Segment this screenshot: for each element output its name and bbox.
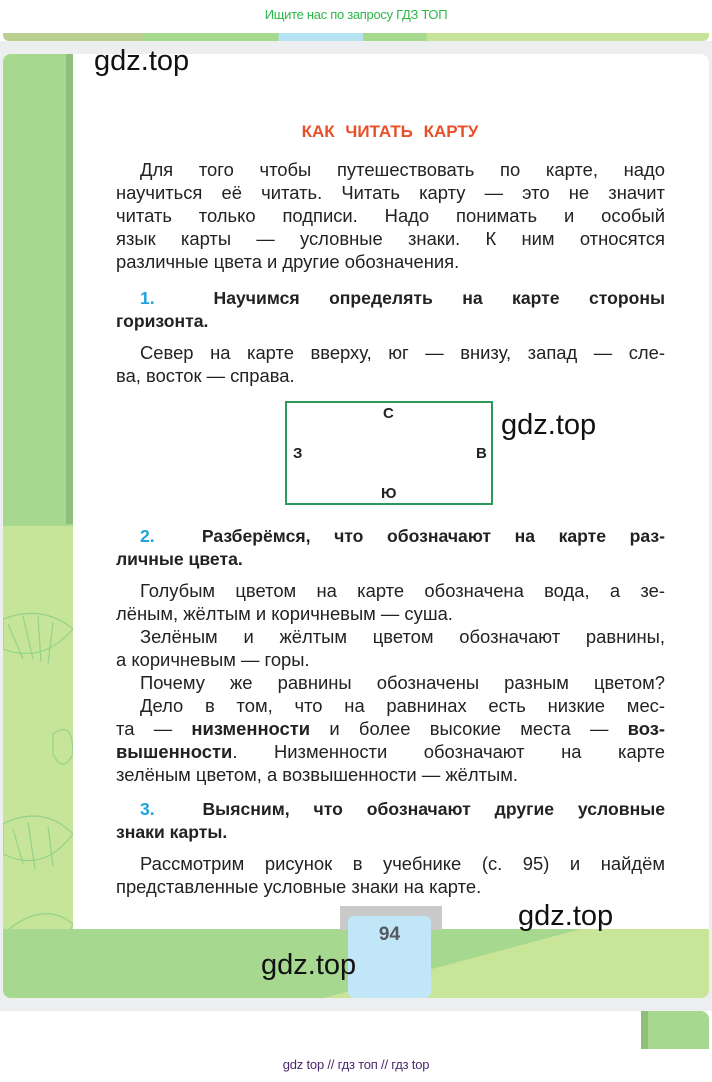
compass-east: В [476,445,487,462]
page-number-tab [348,916,431,998]
page-title: КАК ЧИТАТЬ КАРТУ [301,122,479,141]
term-uplands-start: воз- [627,718,665,739]
text-span: . Низменности обозначают на карте [232,741,665,762]
text-line: язык карты — условные знаки. К ним относятся [116,228,665,249]
text-line: зелёным цветом, а возвышенности — жёлтым. [116,764,518,785]
text-line: Для того чтобы путешествовать по карте, надо [140,159,665,180]
text-line: Север на карте вверху, юг — внизу, запад — сле- [140,342,665,363]
watermark: gdz.top [501,409,597,441]
leaf-pattern-icon [3,554,73,994]
previous-page-edge [3,33,709,41]
top-banner [0,0,712,33]
heading-text: Выясним, что обозначают другие условные [202,799,666,819]
compass-south: Ю [381,485,397,502]
watermark: gdz.top [261,949,357,981]
section-3-heading [116,798,665,844]
section-number: 3. [140,799,155,819]
text-line: Почему же равнины обозначены разным цветом? [140,672,665,693]
text-line [116,525,665,548]
text-line [116,798,665,821]
page-number: 94 [378,924,401,945]
text-line: Рассмотрим рисунок в учебнике (с. 95) и найдём [140,853,665,874]
next-page-edge [3,1011,709,1051]
text-line: горизонта. [116,311,209,331]
text-line: Зелёным и жёлтым цветом обозначают равнины, [140,626,665,647]
text-line: личные цвета. [116,549,243,569]
text-span: та — [116,718,192,739]
section-2-heading [116,525,665,571]
text-span: и более высокие места — [310,718,628,739]
text-line: научиться её читать. Читать карту — это не значит [116,182,665,203]
watermark: gdz.top [94,45,190,77]
text-line: читать только подписи. Надо понимать и особый [116,205,665,226]
section-2-body [116,579,665,786]
term-lowlands: низменности [191,718,311,739]
text-line: лёным, жёлтым и коричневым — суша. [116,603,453,624]
section-number: 2. [140,526,155,546]
section-1-body [116,341,665,387]
heading-text: Научимся определять на карте стороны [213,288,666,308]
text-line [116,287,665,310]
footer [0,1049,712,1082]
text-line: Голубым цветом на карте обозначена вода, а зе- [140,580,665,601]
compass-north: С [383,405,394,422]
text-line: ва, восток — справа. [116,365,295,386]
intro-paragraph [116,158,665,273]
text-line: а коричневым — горы. [116,649,310,670]
compass-west: З [293,445,303,462]
footer-text: gdz top // гдз топ // гдз top [282,1057,430,1072]
section-1-heading [116,287,665,333]
heading-text: Разберёмся, что обозначают на карте раз- [201,526,665,546]
section-number: 1. [140,288,155,308]
text-line: различные цвета и другие обозначения. [116,251,460,272]
text-line: представленные условные знаки на карте. [116,876,482,897]
term-uplands-end: вышенности [116,741,233,762]
top-banner-text: Ищите нас по запросу ГДЗ ТОП [264,7,448,22]
section-3-body [116,852,665,898]
compass-diagram [285,401,493,505]
text-line [116,740,665,763]
next-page-green-band [641,1011,709,1049]
text-line: Дело в том, что на равнинах есть низкие мес- [140,695,665,716]
text-line [116,717,665,740]
page-content [116,158,665,898]
text-line: знаки карты. [116,822,228,842]
watermark: gdz.top [518,900,614,932]
